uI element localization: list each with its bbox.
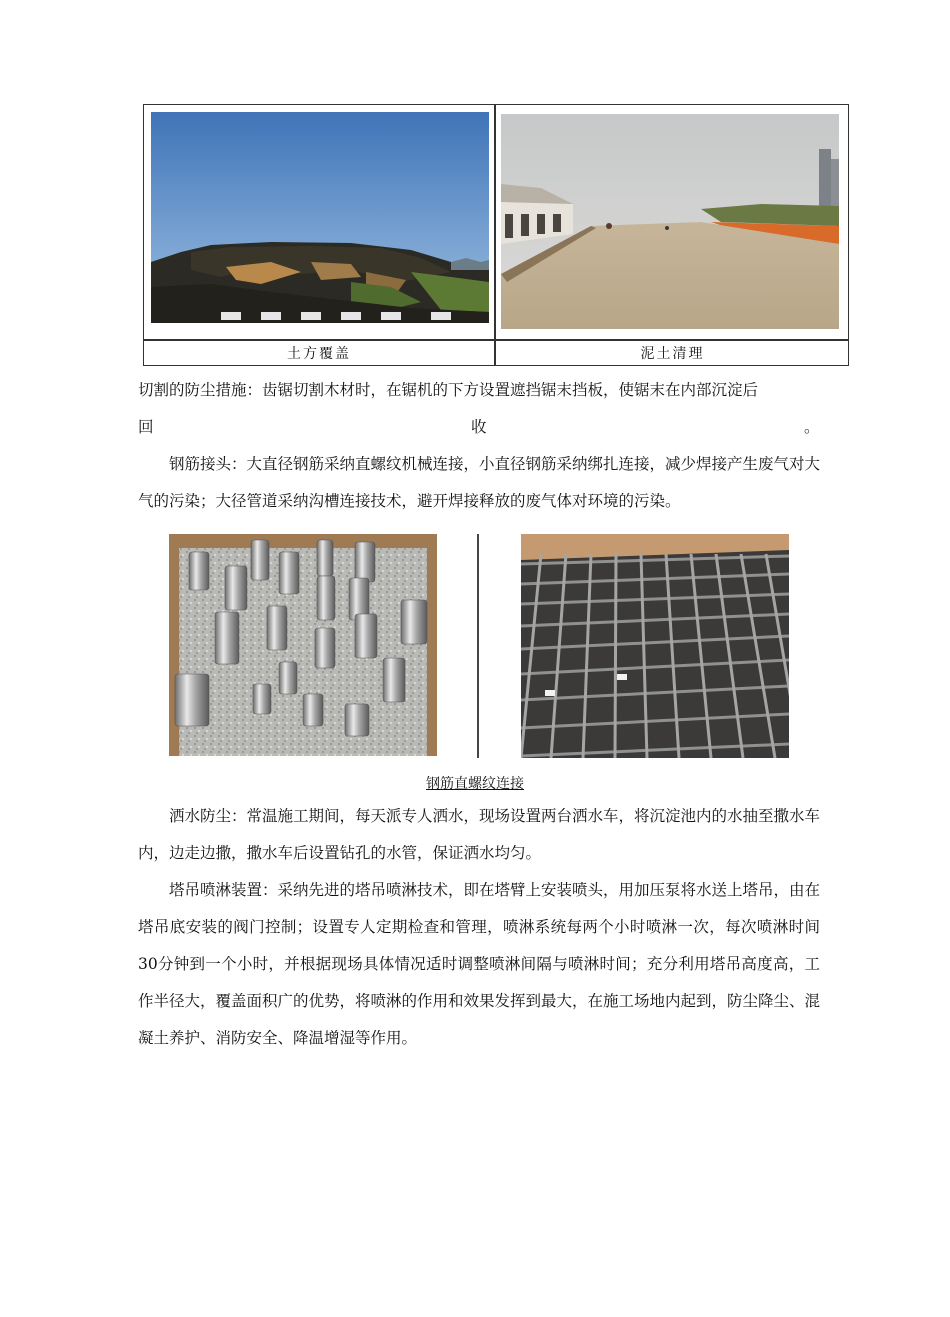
mud-cleaning-caption: 泥土清理 [640, 346, 705, 362]
saw-dust-word-3: 。 [804, 418, 820, 436]
rebar-joint-paragraph: 钢筋接头：大直径钢筋采纳直螺纹机械连接，小直径钢筋采纳绑扎连接，减少焊接产生废气对大气的污染；大径管道采纳沟槽连接技术，避开焊接释放的废气体对环境的污染。 [138, 455, 821, 510]
tower-crane-spray-paragraph: 塔吊喷淋装置：采纳先进的塔吊喷淋技术，即在塔臂上安装喷头，用加压泵将水送上塔吊，由在塔吊底安装的阀门控制；设置专人定期检查和管理，喷淋系统每两个小时喷淋一次，每次喷淋时间30分钟到一个小时，并根据现场具体情况适时调整喷淋间隔与喷淋时间；充分利用塔吊高度高，工作半径大，覆盖面积广的优势，将喷淋的作用和效果发挥到最大，在施工场地内起到，防尘降尘、混凝土养护、消防安全、降温增湿等作用。 [138, 881, 821, 1047]
saw-dust-word-1: 回 [138, 418, 154, 436]
figure-caption: 钢筋直螺纹连接 [426, 776, 524, 792]
rebar-coupler-photo [169, 534, 437, 756]
saw-dust-word-2: 收 [471, 418, 487, 436]
earth-cover-caption: 土方覆盖 [287, 346, 351, 362]
earth-cover-photo [151, 112, 489, 323]
photo-separator [477, 534, 479, 758]
mud-cleaning-photo [501, 114, 839, 329]
saw-dust-line2 [138, 409, 820, 446]
rebar-mesh-photo [521, 534, 789, 758]
table-divider-vertical [494, 105, 496, 365]
saw-dust-line1: 切割的防尘措施：齿锯切割木材时，在锯机的下方设置遮挡锯末挡板，使锯末在内部沉淀后 [138, 381, 759, 399]
water-dust-paragraph: 洒水防尘：常温施工期间，每天派专人洒水，现场设置两台洒水车，将沉淀池内的水抽至撒水车内，边走边撒，撒水车后设置钻孔的水管，保证洒水均匀。 [138, 807, 821, 862]
photo-table [143, 104, 849, 366]
